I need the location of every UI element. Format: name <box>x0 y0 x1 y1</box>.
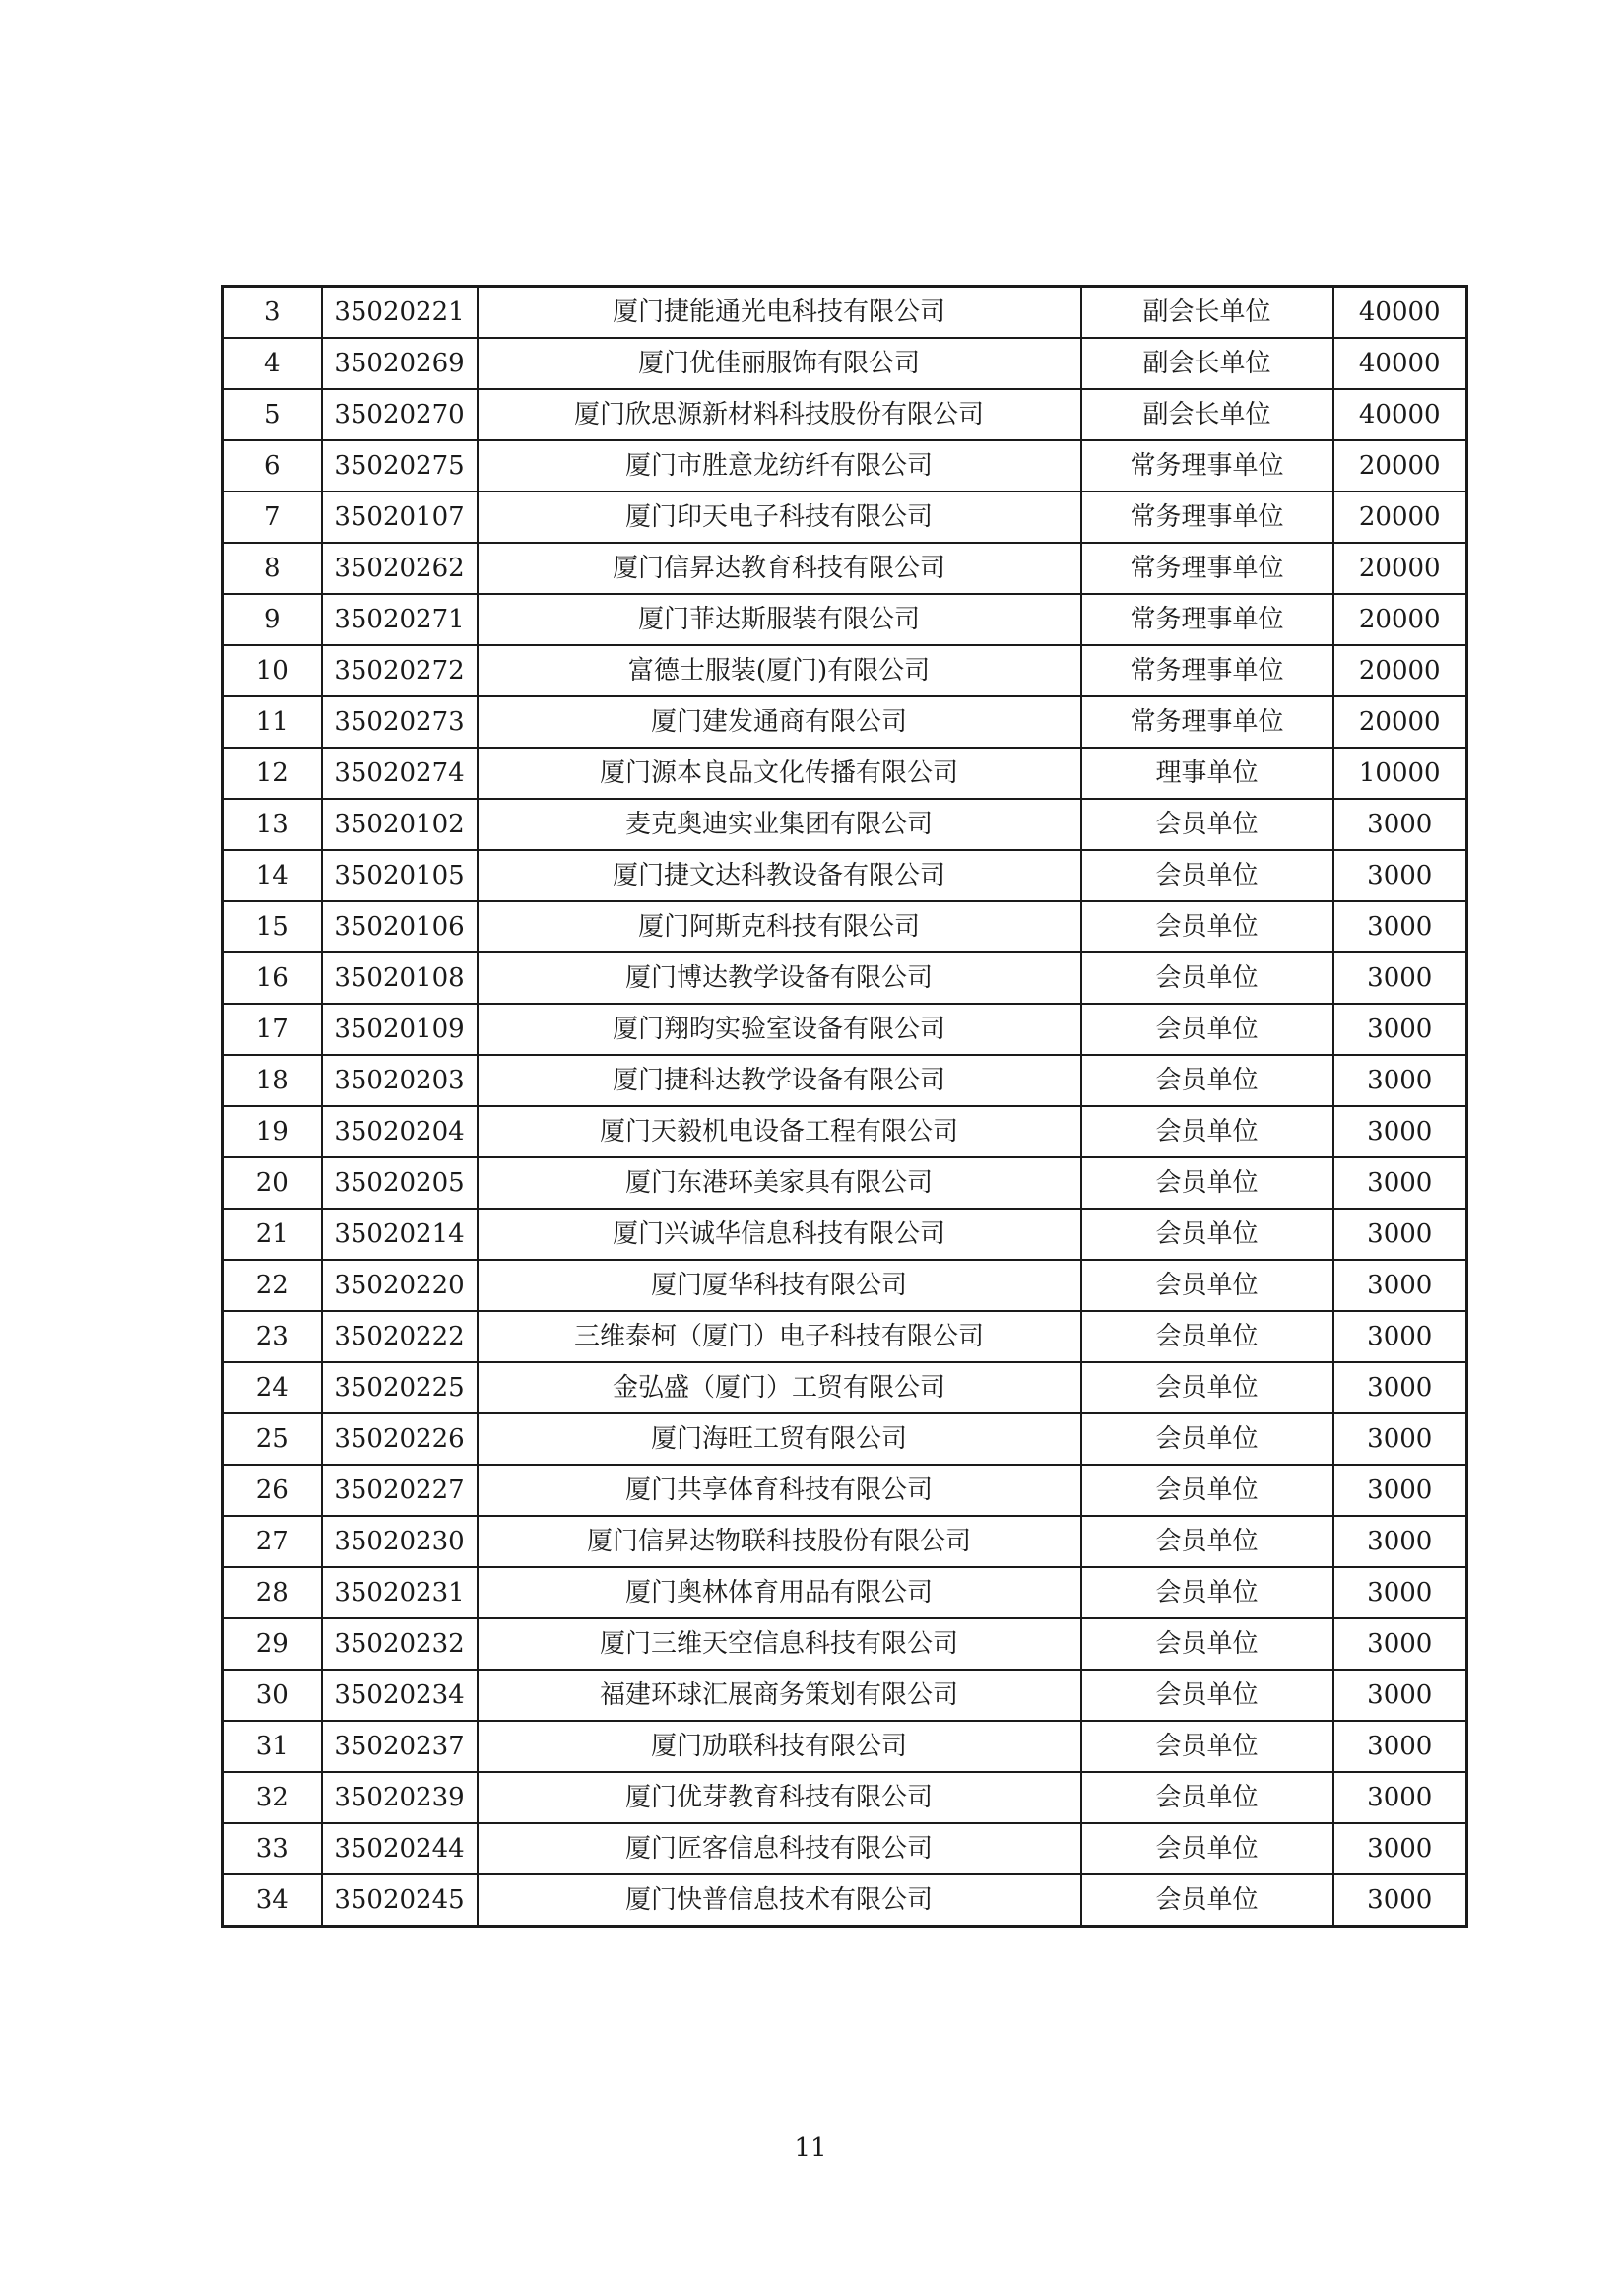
cell-membership-level: 会员单位 <box>1081 1157 1333 1209</box>
cell-serial-number: 9 <box>223 594 322 645</box>
cell-member-code: 35020274 <box>322 748 478 799</box>
cell-company-name: 厦门捷文达科教设备有限公司 <box>478 850 1081 901</box>
cell-member-code: 35020225 <box>322 1362 478 1413</box>
table-row <box>223 338 1467 389</box>
cell-company-name: 厦门奥林体育用品有限公司 <box>478 1567 1081 1618</box>
table-row <box>223 645 1467 696</box>
cell-membership-level: 常务理事单位 <box>1081 645 1333 696</box>
cell-serial-number: 27 <box>223 1516 322 1567</box>
cell-member-code: 35020270 <box>322 389 478 440</box>
cell-membership-fee: 40000 <box>1333 389 1467 440</box>
cell-company-name: 厦门厦华科技有限公司 <box>478 1260 1081 1311</box>
cell-membership-level: 理事单位 <box>1081 748 1333 799</box>
cell-member-code: 35020108 <box>322 952 478 1004</box>
cell-company-name: 厦门劢联科技有限公司 <box>478 1721 1081 1772</box>
cell-member-code: 35020269 <box>322 338 478 389</box>
cell-serial-number: 28 <box>223 1567 322 1618</box>
cell-company-name: 厦门翔昀实验室设备有限公司 <box>478 1004 1081 1055</box>
cell-company-name: 厦门捷能通光电科技有限公司 <box>478 287 1081 339</box>
cell-membership-fee: 40000 <box>1333 287 1467 339</box>
cell-membership-level: 常务理事单位 <box>1081 696 1333 748</box>
table-row <box>223 1772 1467 1823</box>
table-row <box>223 1567 1467 1618</box>
cell-serial-number: 11 <box>223 696 322 748</box>
cell-member-code: 35020102 <box>322 799 478 850</box>
cell-serial-number: 16 <box>223 952 322 1004</box>
cell-member-code: 35020273 <box>322 696 478 748</box>
member-table <box>221 285 1468 1928</box>
cell-company-name: 金弘盛（厦门）工贸有限公司 <box>478 1362 1081 1413</box>
table-row <box>223 1157 1467 1209</box>
cell-membership-fee: 3000 <box>1333 1618 1467 1670</box>
cell-membership-fee: 3000 <box>1333 1465 1467 1516</box>
cell-member-code: 35020272 <box>322 645 478 696</box>
table-row <box>223 1106 1467 1157</box>
cell-membership-fee: 3000 <box>1333 1157 1467 1209</box>
cell-serial-number: 6 <box>223 440 322 492</box>
cell-company-name: 厦门信昇达物联科技股份有限公司 <box>478 1516 1081 1567</box>
cell-member-code: 35020231 <box>322 1567 478 1618</box>
cell-membership-level: 会员单位 <box>1081 1004 1333 1055</box>
table-row <box>223 1618 1467 1670</box>
cell-membership-level: 会员单位 <box>1081 1618 1333 1670</box>
cell-member-code: 35020205 <box>322 1157 478 1209</box>
table-row <box>223 748 1467 799</box>
cell-membership-level: 会员单位 <box>1081 1362 1333 1413</box>
cell-company-name: 厦门源本良品文化传播有限公司 <box>478 748 1081 799</box>
cell-membership-level: 常务理事单位 <box>1081 440 1333 492</box>
cell-serial-number: 29 <box>223 1618 322 1670</box>
cell-membership-level: 会员单位 <box>1081 1874 1333 1927</box>
cell-membership-level: 会员单位 <box>1081 1055 1333 1106</box>
cell-serial-number: 5 <box>223 389 322 440</box>
cell-membership-level: 常务理事单位 <box>1081 543 1333 594</box>
cell-membership-level: 会员单位 <box>1081 850 1333 901</box>
cell-membership-fee: 3000 <box>1333 1823 1467 1874</box>
table-row <box>223 952 1467 1004</box>
cell-membership-level: 会员单位 <box>1081 952 1333 1004</box>
table-row <box>223 287 1467 339</box>
table-row <box>223 1260 1467 1311</box>
cell-membership-fee: 3000 <box>1333 1567 1467 1618</box>
cell-company-name: 厦门捷科达教学设备有限公司 <box>478 1055 1081 1106</box>
cell-company-name: 厦门共享体育科技有限公司 <box>478 1465 1081 1516</box>
cell-member-code: 35020262 <box>322 543 478 594</box>
table-row <box>223 1209 1467 1260</box>
cell-serial-number: 20 <box>223 1157 322 1209</box>
cell-serial-number: 26 <box>223 1465 322 1516</box>
table-row <box>223 1311 1467 1362</box>
cell-company-name: 厦门三维天空信息科技有限公司 <box>478 1618 1081 1670</box>
cell-membership-level: 会员单位 <box>1081 1413 1333 1465</box>
cell-company-name: 厦门菲达斯服装有限公司 <box>478 594 1081 645</box>
cell-serial-number: 4 <box>223 338 322 389</box>
table-row <box>223 1516 1467 1567</box>
cell-company-name: 厦门快普信息技术有限公司 <box>478 1874 1081 1927</box>
cell-member-code: 35020227 <box>322 1465 478 1516</box>
cell-member-code: 35020107 <box>322 492 478 543</box>
cell-membership-level: 会员单位 <box>1081 1721 1333 1772</box>
cell-serial-number: 7 <box>223 492 322 543</box>
member-table-body <box>223 287 1467 1927</box>
cell-serial-number: 10 <box>223 645 322 696</box>
cell-membership-level: 副会长单位 <box>1081 389 1333 440</box>
cell-company-name: 厦门优芽教育科技有限公司 <box>478 1772 1081 1823</box>
cell-serial-number: 21 <box>223 1209 322 1260</box>
cell-membership-level: 会员单位 <box>1081 1260 1333 1311</box>
cell-company-name: 厦门海旺工贸有限公司 <box>478 1413 1081 1465</box>
cell-serial-number: 3 <box>223 287 322 339</box>
cell-membership-level: 会员单位 <box>1081 1772 1333 1823</box>
cell-company-name: 厦门博达教学设备有限公司 <box>478 952 1081 1004</box>
cell-company-name: 厦门阿斯克科技有限公司 <box>478 901 1081 952</box>
table-row <box>223 440 1467 492</box>
cell-membership-fee: 3000 <box>1333 1055 1467 1106</box>
cell-membership-level: 会员单位 <box>1081 1209 1333 1260</box>
cell-company-name: 福建环球汇展商务策划有限公司 <box>478 1670 1081 1721</box>
table-row <box>223 1362 1467 1413</box>
cell-company-name: 麦克奥迪实业集团有限公司 <box>478 799 1081 850</box>
cell-membership-fee: 3000 <box>1333 1311 1467 1362</box>
cell-membership-level: 会员单位 <box>1081 1311 1333 1362</box>
cell-member-code: 35020214 <box>322 1209 478 1260</box>
cell-member-code: 35020275 <box>322 440 478 492</box>
cell-company-name: 厦门市胜意龙纺纤有限公司 <box>478 440 1081 492</box>
cell-serial-number: 22 <box>223 1260 322 1311</box>
cell-membership-level: 会员单位 <box>1081 1106 1333 1157</box>
cell-membership-level: 会员单位 <box>1081 1823 1333 1874</box>
cell-serial-number: 12 <box>223 748 322 799</box>
cell-member-code: 35020221 <box>322 287 478 339</box>
cell-membership-fee: 3000 <box>1333 1362 1467 1413</box>
cell-membership-fee: 3000 <box>1333 1874 1467 1927</box>
cell-member-code: 35020204 <box>322 1106 478 1157</box>
cell-serial-number: 19 <box>223 1106 322 1157</box>
cell-serial-number: 24 <box>223 1362 322 1413</box>
cell-membership-fee: 3000 <box>1333 850 1467 901</box>
cell-serial-number: 23 <box>223 1311 322 1362</box>
cell-membership-level: 副会长单位 <box>1081 338 1333 389</box>
cell-company-name: 厦门东港环美家具有限公司 <box>478 1157 1081 1209</box>
cell-member-code: 35020106 <box>322 901 478 952</box>
table-row <box>223 1721 1467 1772</box>
cell-company-name: 厦门欣思源新材料科技股份有限公司 <box>478 389 1081 440</box>
cell-membership-fee: 3000 <box>1333 1260 1467 1311</box>
cell-membership-level: 会员单位 <box>1081 1567 1333 1618</box>
cell-member-code: 35020234 <box>322 1670 478 1721</box>
cell-membership-fee: 3000 <box>1333 1413 1467 1465</box>
cell-membership-fee: 20000 <box>1333 492 1467 543</box>
cell-membership-fee: 3000 <box>1333 1004 1467 1055</box>
cell-serial-number: 15 <box>223 901 322 952</box>
cell-serial-number: 31 <box>223 1721 322 1772</box>
cell-membership-level: 常务理事单位 <box>1081 594 1333 645</box>
cell-membership-fee: 3000 <box>1333 1772 1467 1823</box>
table-row <box>223 543 1467 594</box>
cell-membership-level: 会员单位 <box>1081 1670 1333 1721</box>
table-row <box>223 799 1467 850</box>
table-row <box>223 1874 1467 1927</box>
cell-company-name: 厦门优佳丽服饰有限公司 <box>478 338 1081 389</box>
cell-serial-number: 13 <box>223 799 322 850</box>
cell-membership-fee: 3000 <box>1333 952 1467 1004</box>
cell-company-name: 厦门匠客信息科技有限公司 <box>478 1823 1081 1874</box>
cell-member-code: 35020226 <box>322 1413 478 1465</box>
cell-member-code: 35020230 <box>322 1516 478 1567</box>
cell-membership-fee: 3000 <box>1333 901 1467 952</box>
cell-membership-fee: 3000 <box>1333 1670 1467 1721</box>
table-row <box>223 594 1467 645</box>
cell-serial-number: 34 <box>223 1874 322 1927</box>
cell-serial-number: 18 <box>223 1055 322 1106</box>
cell-company-name: 富德士服装(厦门)有限公司 <box>478 645 1081 696</box>
cell-membership-fee: 3000 <box>1333 1516 1467 1567</box>
cell-member-code: 35020239 <box>322 1772 478 1823</box>
cell-membership-level: 会员单位 <box>1081 799 1333 850</box>
cell-serial-number: 33 <box>223 1823 322 1874</box>
cell-membership-level: 会员单位 <box>1081 1465 1333 1516</box>
table-row <box>223 850 1467 901</box>
cell-member-code: 35020105 <box>322 850 478 901</box>
cell-company-name: 厦门建发通商有限公司 <box>478 696 1081 748</box>
cell-membership-fee: 20000 <box>1333 645 1467 696</box>
cell-company-name: 厦门印天电子科技有限公司 <box>478 492 1081 543</box>
table-row <box>223 1004 1467 1055</box>
cell-member-code: 35020220 <box>322 1260 478 1311</box>
cell-membership-fee: 40000 <box>1333 338 1467 389</box>
cell-member-code: 35020237 <box>322 1721 478 1772</box>
cell-member-code: 35020109 <box>322 1004 478 1055</box>
table-row <box>223 696 1467 748</box>
cell-company-name: 三维泰柯（厦门）电子科技有限公司 <box>478 1311 1081 1362</box>
cell-membership-fee: 20000 <box>1333 696 1467 748</box>
table-row <box>223 1670 1467 1721</box>
cell-serial-number: 8 <box>223 543 322 594</box>
table-row <box>223 389 1467 440</box>
cell-membership-fee: 3000 <box>1333 1209 1467 1260</box>
table-row <box>223 1465 1467 1516</box>
cell-membership-fee: 10000 <box>1333 748 1467 799</box>
cell-member-code: 35020271 <box>322 594 478 645</box>
page-number: 11 <box>794 2133 827 2163</box>
cell-member-code: 35020232 <box>322 1618 478 1670</box>
cell-membership-level: 会员单位 <box>1081 901 1333 952</box>
cell-serial-number: 30 <box>223 1670 322 1721</box>
cell-company-name: 厦门信昇达教育科技有限公司 <box>478 543 1081 594</box>
cell-membership-fee: 20000 <box>1333 543 1467 594</box>
cell-membership-fee: 3000 <box>1333 799 1467 850</box>
cell-membership-fee: 3000 <box>1333 1721 1467 1772</box>
cell-company-name: 厦门天毅机电设备工程有限公司 <box>478 1106 1081 1157</box>
cell-member-code: 35020203 <box>322 1055 478 1106</box>
cell-membership-fee: 20000 <box>1333 440 1467 492</box>
cell-serial-number: 25 <box>223 1413 322 1465</box>
table-row <box>223 901 1467 952</box>
cell-member-code: 35020245 <box>322 1874 478 1927</box>
table-row <box>223 492 1467 543</box>
cell-member-code: 35020244 <box>322 1823 478 1874</box>
cell-membership-level: 常务理事单位 <box>1081 492 1333 543</box>
cell-member-code: 35020222 <box>322 1311 478 1362</box>
cell-membership-fee: 20000 <box>1333 594 1467 645</box>
cell-serial-number: 17 <box>223 1004 322 1055</box>
cell-serial-number: 32 <box>223 1772 322 1823</box>
table-row <box>223 1823 1467 1874</box>
table-row <box>223 1413 1467 1465</box>
cell-company-name: 厦门兴诚华信息科技有限公司 <box>478 1209 1081 1260</box>
cell-membership-level: 会员单位 <box>1081 1516 1333 1567</box>
cell-membership-level: 副会长单位 <box>1081 287 1333 339</box>
cell-serial-number: 14 <box>223 850 322 901</box>
table-row <box>223 1055 1467 1106</box>
cell-membership-fee: 3000 <box>1333 1106 1467 1157</box>
